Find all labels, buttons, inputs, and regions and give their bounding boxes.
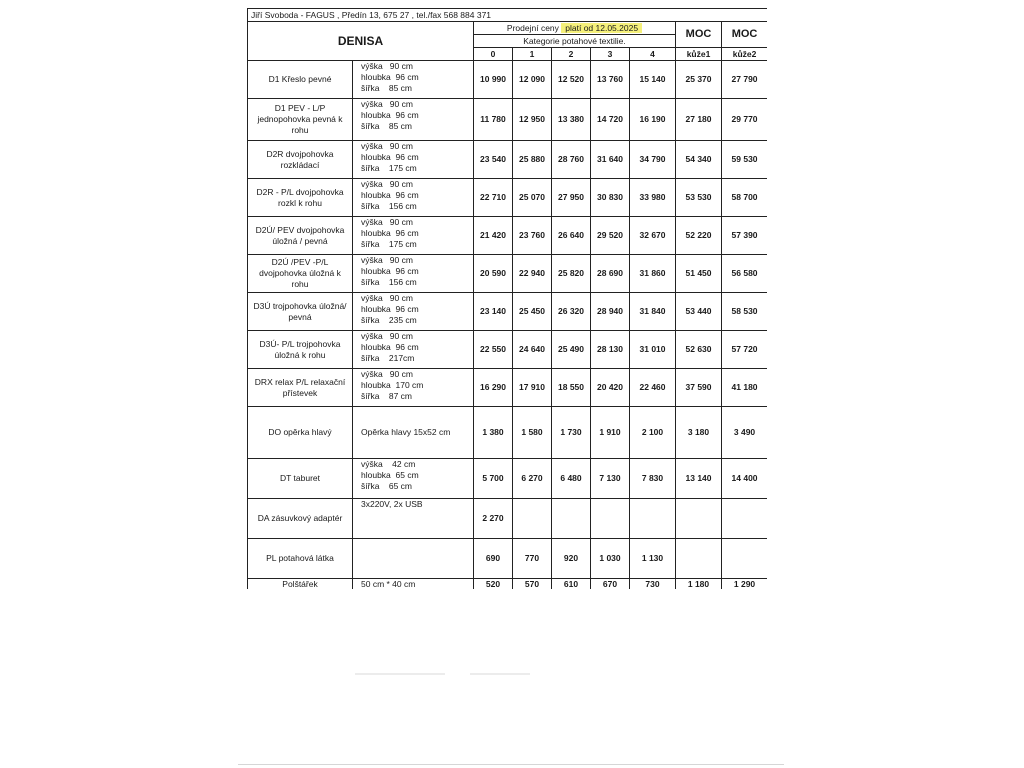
price-cell: 12 090 <box>513 61 552 99</box>
price-cell: 20 420 <box>591 369 630 407</box>
dimension-line: šířka 87 cm <box>361 391 413 401</box>
price-cell <box>630 499 676 539</box>
dimension-line: hloubka 96 cm <box>361 342 419 352</box>
price-cell: 3 180 <box>676 407 722 459</box>
price-cell: 23 140 <box>474 293 513 331</box>
price-cell: 21 420 <box>474 217 513 255</box>
table-row <box>248 255 768 293</box>
dimension-line: hloubka 96 cm <box>361 152 419 162</box>
price-cell: 3 490 <box>722 407 768 459</box>
price-cell: 20 590 <box>474 255 513 293</box>
product-dimensions <box>353 255 474 293</box>
table-row <box>248 369 768 407</box>
product-name: DO opěrka hlavý <box>248 407 353 459</box>
product-dimensions <box>353 141 474 179</box>
product-dimensions <box>353 579 474 590</box>
price-cell: 26 640 <box>552 217 591 255</box>
product-name: DA zásuvkový adaptér <box>248 499 353 539</box>
price-cell <box>676 499 722 539</box>
price-cell: 56 580 <box>722 255 768 293</box>
table-row <box>248 217 768 255</box>
price-cell: 25 820 <box>552 255 591 293</box>
price-cell: 17 910 <box>513 369 552 407</box>
table-row <box>248 331 768 369</box>
table-row <box>248 141 768 179</box>
price-cell: 13 380 <box>552 99 591 141</box>
price-cell: 26 320 <box>552 293 591 331</box>
dimension-line: výška 90 cm <box>361 331 413 341</box>
price-cell: 23 540 <box>474 141 513 179</box>
price-cell: 57 720 <box>722 331 768 369</box>
dimension-line: hloubka 96 cm <box>361 228 419 238</box>
price-cell: 27 180 <box>676 99 722 141</box>
dimension-line: šířka 85 cm <box>361 83 413 93</box>
price-cell: 28 760 <box>552 141 591 179</box>
dimension-line: výška 90 cm <box>361 61 413 71</box>
price-cell: 13 760 <box>591 61 630 99</box>
price-cell: 770 <box>513 539 552 579</box>
price-cell: 41 180 <box>722 369 768 407</box>
dimension-line: hloubka 96 cm <box>361 110 419 120</box>
price-cell: 53 530 <box>676 179 722 217</box>
price-cell: 11 780 <box>474 99 513 141</box>
price-cell: 28 940 <box>591 293 630 331</box>
price-cell: 25 370 <box>676 61 722 99</box>
product-name: D2Ú /PEV -P/L dvojpohovka úložná k rohu <box>248 255 353 293</box>
price-cell: 37 590 <box>676 369 722 407</box>
price-cell: 16 190 <box>630 99 676 141</box>
product-name: D2R - P/L dvojpohovka rozkl k rohu <box>248 179 353 217</box>
column-header: kůže2 <box>722 48 768 61</box>
price-cell: 5 700 <box>474 459 513 499</box>
price-cell <box>676 539 722 579</box>
price-cell: 2 270 <box>474 499 513 539</box>
product-dimensions <box>353 99 474 141</box>
price-cell: 13 140 <box>676 459 722 499</box>
price-cell: 1 730 <box>552 407 591 459</box>
price-cell: 54 340 <box>676 141 722 179</box>
price-cell: 12 950 <box>513 99 552 141</box>
dimension-line: šířka 65 cm <box>361 481 413 491</box>
price-cell: 33 980 <box>630 179 676 217</box>
dimension-line: šířka 175 cm <box>361 163 417 173</box>
price-cell: 14 720 <box>591 99 630 141</box>
product-dimensions <box>353 61 474 99</box>
price-cell: 25 880 <box>513 141 552 179</box>
price-cell: 31 640 <box>591 141 630 179</box>
column-header: 1 <box>513 48 552 61</box>
dimension-line: výška 90 cm <box>361 293 413 303</box>
price-cell: 2 100 <box>630 407 676 459</box>
dimension-line: výška 90 cm <box>361 255 413 265</box>
price-cell: 1 380 <box>474 407 513 459</box>
product-name: D1 Křeslo pevné <box>248 61 353 99</box>
price-cell: 7 830 <box>630 459 676 499</box>
price-validity: Prodejní ceny platí od 12.05.2025 <box>474 22 676 35</box>
price-cell: 1 130 <box>630 539 676 579</box>
price-cell: 32 670 <box>630 217 676 255</box>
price-cell: 51 450 <box>676 255 722 293</box>
price-cell <box>591 499 630 539</box>
dimension-line: šířka 175 cm <box>361 239 417 249</box>
product-name: Polštářek <box>248 579 353 590</box>
price-cell: 7 130 <box>591 459 630 499</box>
product-dimensions <box>353 459 474 499</box>
price-cell <box>552 499 591 539</box>
price-cell: 29 520 <box>591 217 630 255</box>
dimension-line: 50 cm * 40 cm <box>361 579 416 589</box>
price-cell: 58 530 <box>722 293 768 331</box>
table-row <box>248 179 768 217</box>
price-cell: 1 180 <box>676 579 722 590</box>
price-cell: 22 940 <box>513 255 552 293</box>
price-cell: 31 010 <box>630 331 676 369</box>
price-cell: 1 030 <box>591 539 630 579</box>
table-row <box>248 579 768 590</box>
dimension-line: hloubka 96 cm <box>361 72 419 82</box>
price-cell <box>722 539 768 579</box>
price-cell: 23 760 <box>513 217 552 255</box>
price-cell: 28 690 <box>591 255 630 293</box>
price-cell: 31 860 <box>630 255 676 293</box>
dimension-line: šířka 156 cm <box>361 201 417 211</box>
price-cell: 520 <box>474 579 513 590</box>
price-table <box>247 8 767 589</box>
price-cell: 25 070 <box>513 179 552 217</box>
column-header: 4 <box>630 48 676 61</box>
dimension-line: výška 90 cm <box>361 217 413 227</box>
dimension-line: hloubka 65 cm <box>361 470 419 480</box>
product-name: D2Ú/ PEV dvojpohovka úložná / pevná <box>248 217 353 255</box>
supplier-line: Jiří Svoboda - FAGUS , Předín 13, 675 27 , tel./fax 568 884 371 <box>248 9 768 22</box>
price-cell: 1 290 <box>722 579 768 590</box>
price-cell: 920 <box>552 539 591 579</box>
price-cell: 16 290 <box>474 369 513 407</box>
price-cell: 1 580 <box>513 407 552 459</box>
dimension-line: Opěrka hlavy 15x52 cm <box>361 427 451 437</box>
price-cell: 22 460 <box>630 369 676 407</box>
price-cell: 58 700 <box>722 179 768 217</box>
price-cell: 52 630 <box>676 331 722 369</box>
product-dimensions <box>353 369 474 407</box>
table-row <box>248 539 768 579</box>
category-title: Kategorie potahové textilie. <box>474 35 676 48</box>
price-cell: 57 390 <box>722 217 768 255</box>
dimension-line: výška 90 cm <box>361 369 413 379</box>
price-cell: 6 270 <box>513 459 552 499</box>
table-row <box>248 293 768 331</box>
price-cell: 25 450 <box>513 293 552 331</box>
product-name: DRX relax P/L relaxační přístevek <box>248 369 353 407</box>
price-cell: 30 830 <box>591 179 630 217</box>
price-cell: 18 550 <box>552 369 591 407</box>
price-cell: 15 140 <box>630 61 676 99</box>
product-dimensions <box>353 331 474 369</box>
price-cell: 670 <box>591 579 630 590</box>
dimension-line: šířka 217cm <box>361 353 415 363</box>
column-header: kůže1 <box>676 48 722 61</box>
product-dimensions <box>353 179 474 217</box>
dimension-line: 3x220V, 2x USB <box>361 499 423 509</box>
moc-label-1: MOC <box>676 22 722 48</box>
scan-smudge <box>470 673 530 675</box>
column-header: 3 <box>591 48 630 61</box>
moc-label-2: MOC <box>722 22 768 48</box>
column-header: 2 <box>552 48 591 61</box>
table-row <box>248 499 768 539</box>
dimension-line: výška 90 cm <box>361 141 413 151</box>
price-cell: 570 <box>513 579 552 590</box>
price-cell: 22 710 <box>474 179 513 217</box>
price-cell: 27 950 <box>552 179 591 217</box>
price-cell: 6 480 <box>552 459 591 499</box>
product-name: D3Ú trojpohovka úložná/ pevná <box>248 293 353 331</box>
price-cell: 27 790 <box>722 61 768 99</box>
table-row <box>248 99 768 141</box>
product-title: DENISA <box>248 22 474 61</box>
page-edge <box>238 764 784 765</box>
dimension-line: šířka 156 cm <box>361 277 417 287</box>
table-row <box>248 459 768 499</box>
price-cell: 610 <box>552 579 591 590</box>
price-cell: 29 770 <box>722 99 768 141</box>
product-name: D2R dvojpohovka rozkládací <box>248 141 353 179</box>
price-cell: 14 400 <box>722 459 768 499</box>
product-dimensions <box>353 499 474 539</box>
product-dimensions <box>353 293 474 331</box>
price-cell: 22 550 <box>474 331 513 369</box>
price-cell: 52 220 <box>676 217 722 255</box>
product-name: DT taburet <box>248 459 353 499</box>
price-cell: 31 840 <box>630 293 676 331</box>
price-cell: 28 130 <box>591 331 630 369</box>
product-dimensions <box>353 217 474 255</box>
product-name: D1 PEV - L/P jednopohovka pevná k rohu <box>248 99 353 141</box>
dimension-line: hloubka 96 cm <box>361 304 419 314</box>
product-dimensions <box>353 539 474 579</box>
price-cell: 12 520 <box>552 61 591 99</box>
price-cell: 24 640 <box>513 331 552 369</box>
product-dimensions <box>353 407 474 459</box>
price-cell <box>513 499 552 539</box>
column-header: 0 <box>474 48 513 61</box>
dimension-line: hloubka 96 cm <box>361 190 419 200</box>
dimension-line: výška 90 cm <box>361 179 413 189</box>
price-cell: 25 490 <box>552 331 591 369</box>
dimension-line: hloubka 170 cm <box>361 380 424 390</box>
dimension-line: hloubka 96 cm <box>361 266 419 276</box>
price-list-sheet <box>247 8 767 589</box>
price-cell: 59 530 <box>722 141 768 179</box>
table-row <box>248 407 768 459</box>
product-name: PL potahová látka <box>248 539 353 579</box>
table-row <box>248 61 768 99</box>
price-cell: 730 <box>630 579 676 590</box>
price-cell: 1 910 <box>591 407 630 459</box>
dimension-line: šířka 235 cm <box>361 315 417 325</box>
price-cell: 53 440 <box>676 293 722 331</box>
product-name: D3Ú- P/L trojpohovka úložná k rohu <box>248 331 353 369</box>
scan-smudge <box>355 673 445 675</box>
price-cell <box>722 499 768 539</box>
price-cell: 10 990 <box>474 61 513 99</box>
price-cell: 690 <box>474 539 513 579</box>
dimension-line: šířka 85 cm <box>361 121 413 131</box>
dimension-line: výška 90 cm <box>361 99 413 109</box>
dimension-line: výška 42 cm <box>361 459 416 469</box>
validity-highlight: platí od 12.05.2025 <box>561 23 642 33</box>
price-cell: 34 790 <box>630 141 676 179</box>
